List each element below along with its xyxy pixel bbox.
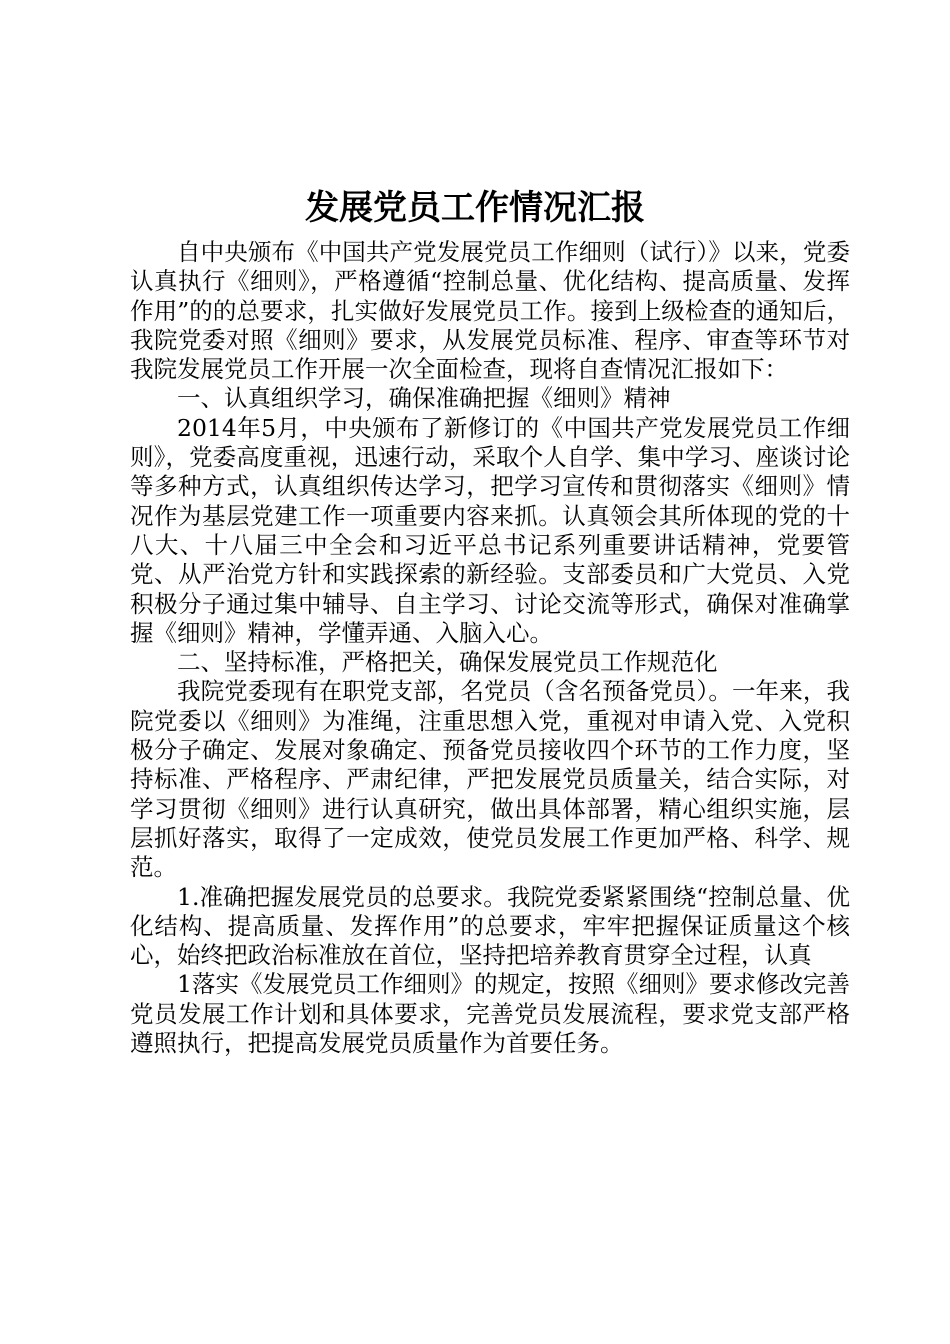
paragraph-section-2: 我院党委现有在职党支部，名党员（含名预备党员）。一年来，我院党委以《细则》为准绳，注重思想入党，重视对申请入党、入党积极分子确定、发展对象确定、预备党员接收四个环节的工作力度，坚持标准、严格程序、严肃纪律，严把发展党员质量关，结合实际，对学习贯彻《细则》进行认真研究，做出具体部署，精心组织实施，层层抓好落实，取得了一定成效，使党员发展工作更加严格、科学、规范。 <box>130 677 850 882</box>
document-body <box>130 238 850 1058</box>
paragraph-intro: 自中央颁布《中国共产党发展党员工作细则（试行）》以来，党委认真执行《细则》，严格遵循“控制总量、优化结构、提高质量、发挥作用”的的总要求，扎实做好发展党员工作。接到上级检查的通知后，我院党委对照《细则》要求，从发展党员标准、程序、审查等环节对我院发展党员工作开展一次全面检查，现将自查情况汇报如下： <box>130 238 850 384</box>
paragraph-item-1-continued: 1落实《发展党员工作细则》的规定，按照《细则》要求修改完善党员发展工作计划和具体要求，完善党员发展流程，要求党支部严格遵照执行，把提高发展党员质量作为首要任务。 <box>130 970 850 1058</box>
heading-section-2: 二、坚持标准，严格把关，确保发展党员工作规范化 <box>177 648 718 677</box>
heading-section-1: 一、认真组织学习，确保准确把握《细则》精神 <box>177 384 671 413</box>
paragraph-item-1: 1.准确把握发展党员的总要求。我院党委紧紧围绕“控制总量、优化结构、提高质量、发挥作用”的总要求，牢牢把握保证质量这个核心，始终把政治标准放在首位，坚持把培养教育贯穿全过程，认真 <box>130 882 850 970</box>
paragraph-section-1: 2014年5月，中央颁布了新修订的《中国共产党发展党员工作细则》，党委高度重视，迅速行动，采取个人自学、集中学习、座谈讨论等多种方式，认真组织传达学习，把学习宣传和贯彻落实《细则》情况作为基层党建工作一项重要内容来抓。认真领会其所体现的党的十八大、十八届三中全会和习近平总书记系列重要讲话精神，党要管党、从严治党方针和实践探索的新经验。支部委员和广大党员、入党积极分子通过集中辅导、自主学习、讨论交流等形式，确保对准确掌握《细则》精神，学懂弄通、入脑入心。 <box>130 413 850 647</box>
document-title: 发展党员工作情况汇报 <box>305 188 645 228</box>
